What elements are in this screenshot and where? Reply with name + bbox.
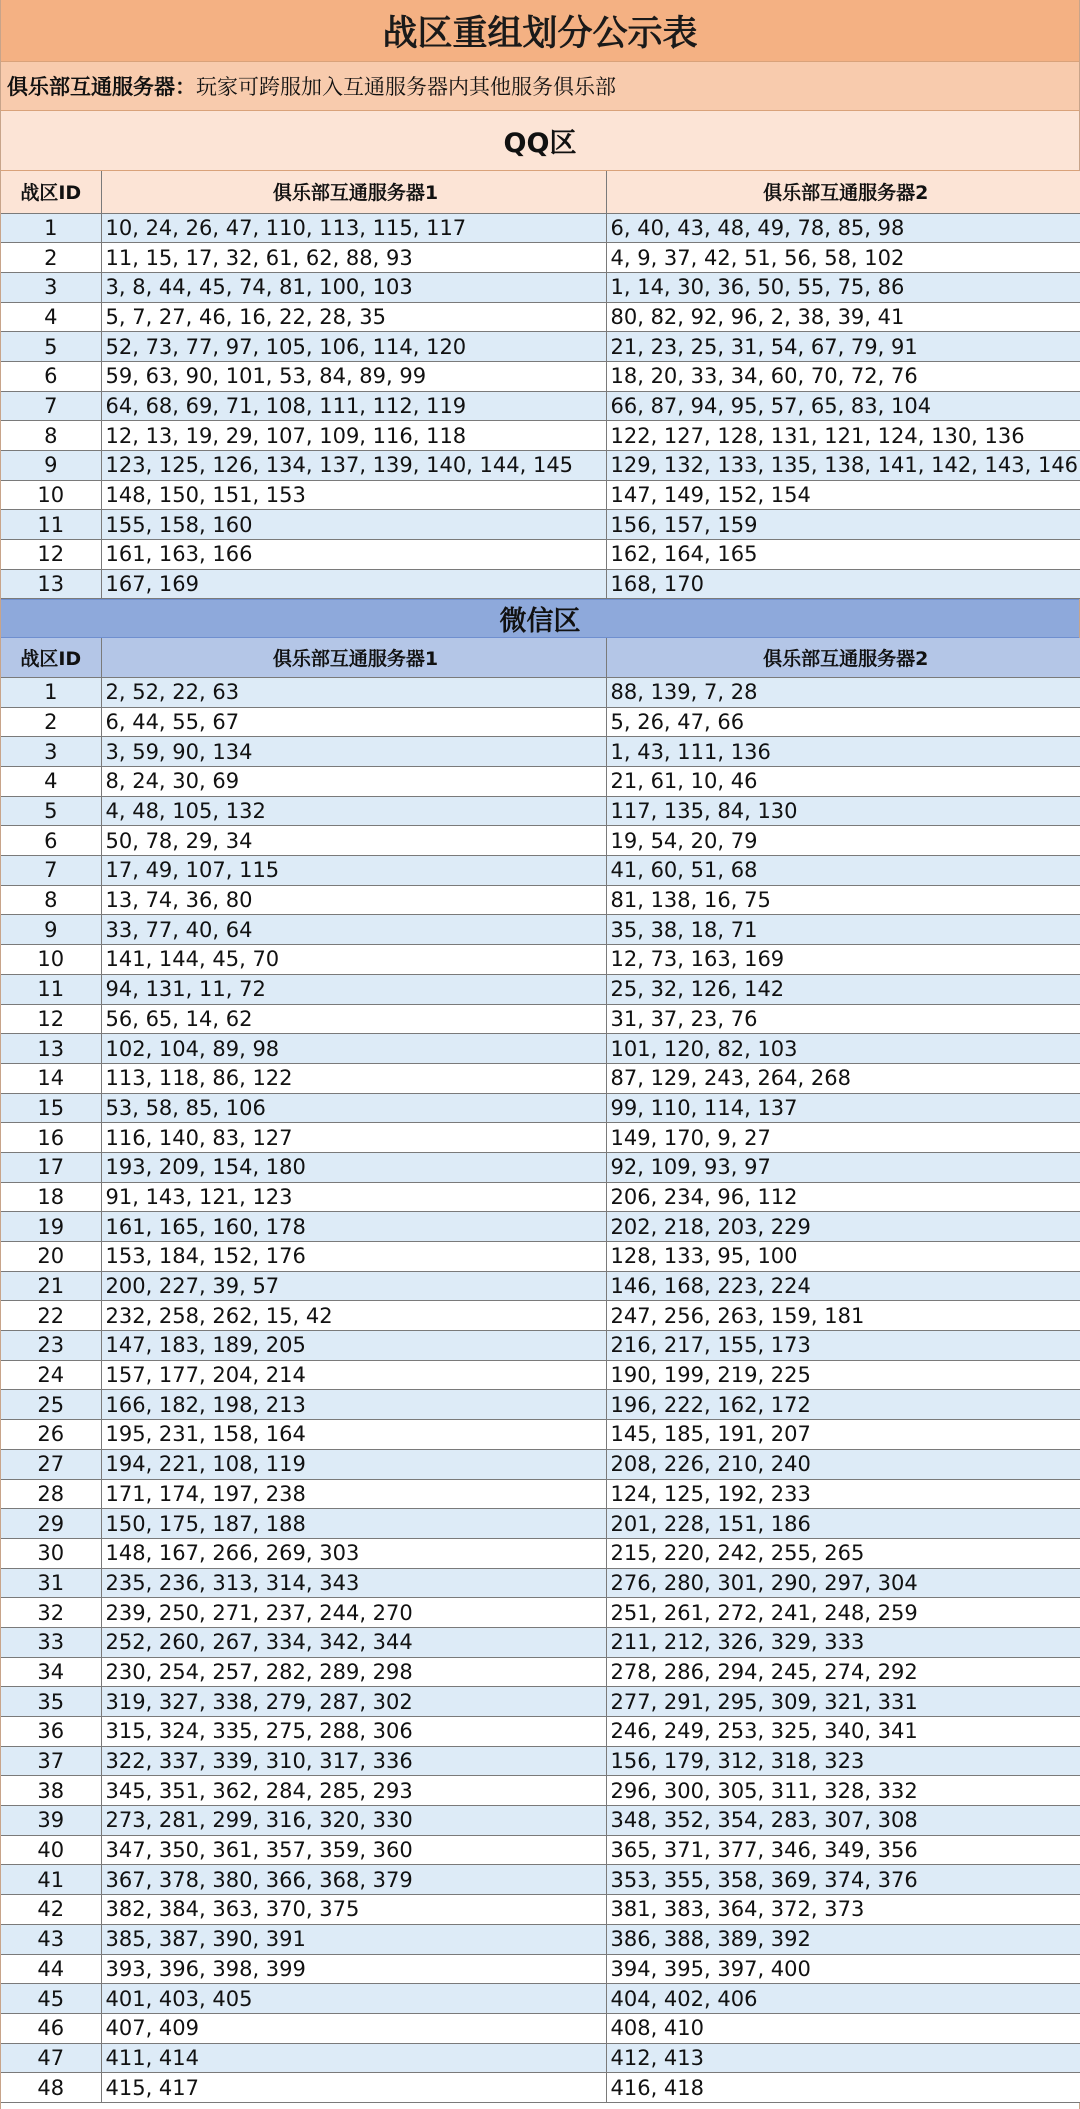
server-2-cell: 129, 132, 133, 135, 138, 141, 142, 143, 146 [606, 451, 1080, 481]
table-row [1, 421, 1080, 451]
server-2-cell: 196, 222, 162, 172 [606, 1390, 1080, 1420]
table-row [1, 1182, 1080, 1212]
zone-id-cell: 12 [1, 1004, 101, 1034]
server-2-cell: 201, 228, 151, 186 [606, 1509, 1080, 1539]
server-2-cell: 278, 286, 294, 245, 274, 292 [606, 1657, 1080, 1687]
table-row [1, 510, 1080, 540]
table-row [1, 915, 1080, 945]
zone-id-cell: 20 [1, 1242, 101, 1272]
zone-id-cell: 14 [1, 1063, 101, 1093]
zone-id-cell: 40 [1, 1835, 101, 1865]
server-1-cell: 53, 58, 85, 106 [101, 1093, 606, 1123]
server-2-cell: 416, 418 [606, 2073, 1080, 2103]
table-row [1, 1420, 1080, 1450]
zone-id-cell: 48 [1, 2073, 101, 2103]
table-row [1, 243, 1080, 273]
zone-id-cell: 8 [1, 421, 101, 451]
table-row [1, 1509, 1080, 1539]
server-2-cell: 66, 87, 94, 95, 57, 65, 83, 104 [606, 391, 1080, 421]
server-2-cell: 80, 82, 92, 96, 2, 38, 39, 41 [606, 302, 1080, 332]
zone-id-cell: 13 [1, 569, 101, 599]
server-2-cell: 128, 133, 95, 100 [606, 1242, 1080, 1272]
table-row [1, 480, 1080, 510]
server-1-cell: 153, 184, 152, 176 [101, 1242, 606, 1272]
zone-id-cell: 23 [1, 1331, 101, 1361]
table-row [1, 1212, 1080, 1242]
zone-id-cell: 28 [1, 1479, 101, 1509]
server-2-cell: 122, 127, 128, 131, 121, 124, 130, 136 [606, 421, 1080, 451]
zone-id-cell: 39 [1, 1806, 101, 1836]
zone-id-cell: 7 [1, 391, 101, 421]
wechat-header-row [1, 638, 1080, 677]
wechat-section-title: 微信区 [1, 599, 1079, 638]
server-1-cell: 33, 77, 40, 64 [101, 915, 606, 945]
table-row [1, 1538, 1080, 1568]
zone-id-cell: 11 [1, 510, 101, 540]
server-1-cell: 56, 65, 14, 62 [101, 1004, 606, 1034]
server-1-cell: 113, 118, 86, 122 [101, 1063, 606, 1093]
table-row [1, 1063, 1080, 1093]
server-1-cell: 194, 221, 108, 119 [101, 1449, 606, 1479]
server-2-cell: 190, 199, 219, 225 [606, 1360, 1080, 1390]
table-row [1, 1835, 1080, 1865]
server-1-cell: 123, 125, 126, 134, 137, 139, 140, 144, 145 [101, 451, 606, 481]
table-row [1, 569, 1080, 599]
qq-section-title: QQ区 [1, 111, 1079, 171]
server-1-cell: 167, 169 [101, 569, 606, 599]
server-2-cell: 81, 138, 16, 75 [606, 885, 1080, 915]
table-row [1, 1242, 1080, 1272]
server-1-cell: 347, 350, 361, 357, 359, 360 [101, 1835, 606, 1865]
server-1-cell: 10, 24, 26, 47, 110, 113, 115, 117 [101, 213, 606, 243]
server-2-cell: 6, 40, 43, 48, 49, 78, 85, 98 [606, 213, 1080, 243]
zone-id-cell: 32 [1, 1598, 101, 1628]
zone-id-cell: 6 [1, 826, 101, 856]
server-2-cell: 251, 261, 272, 241, 248, 259 [606, 1598, 1080, 1628]
table-row [1, 677, 1080, 707]
server-1-cell: 102, 104, 89, 98 [101, 1034, 606, 1064]
table-row [1, 737, 1080, 767]
server-1-cell: 11, 15, 17, 32, 61, 62, 88, 93 [101, 243, 606, 273]
server-2-cell: 348, 352, 354, 283, 307, 308 [606, 1806, 1080, 1836]
table-row [1, 1123, 1080, 1153]
server-2-cell: 19, 54, 20, 79 [606, 826, 1080, 856]
zone-id-cell: 22 [1, 1301, 101, 1331]
zone-id-cell: 4 [1, 302, 101, 332]
server-1-cell: 147, 183, 189, 205 [101, 1331, 606, 1361]
server-2-cell: 149, 170, 9, 27 [606, 1123, 1080, 1153]
server-2-cell: 1, 14, 30, 36, 50, 55, 75, 86 [606, 272, 1080, 302]
table-row [1, 391, 1080, 421]
zone-id-cell: 17 [1, 1152, 101, 1182]
table-row [1, 1717, 1080, 1747]
zone-id-cell: 44 [1, 1954, 101, 1984]
zone-id-cell: 6 [1, 361, 101, 391]
server-2-cell: 5, 26, 47, 66 [606, 707, 1080, 737]
zone-id-cell: 38 [1, 1776, 101, 1806]
server-1-cell: 157, 177, 204, 214 [101, 1360, 606, 1390]
zone-id-cell: 11 [1, 974, 101, 1004]
table-row [1, 1895, 1080, 1925]
table-row [1, 1865, 1080, 1895]
zone-id-cell: 5 [1, 796, 101, 826]
table-row [1, 2043, 1080, 2073]
zone-id-cell: 34 [1, 1657, 101, 1687]
zone-id-cell: 31 [1, 1568, 101, 1598]
server-2-cell: 215, 220, 242, 255, 265 [606, 1538, 1080, 1568]
zone-id-cell: 3 [1, 272, 101, 302]
server-1-cell: 150, 175, 187, 188 [101, 1509, 606, 1539]
server-2-cell: 277, 291, 295, 309, 321, 331 [606, 1687, 1080, 1717]
table-row [1, 1479, 1080, 1509]
header-server-2: 俱乐部互通服务器2 [606, 171, 1080, 213]
server-2-cell: 25, 32, 126, 142 [606, 974, 1080, 1004]
server-1-cell: 367, 378, 380, 366, 368, 379 [101, 1865, 606, 1895]
table-row [1, 826, 1080, 856]
server-2-cell: 206, 234, 96, 112 [606, 1182, 1080, 1212]
table-row [1, 272, 1080, 302]
table-row [1, 332, 1080, 362]
server-1-cell: 64, 68, 69, 71, 108, 111, 112, 119 [101, 391, 606, 421]
table-row [1, 1271, 1080, 1301]
server-1-cell: 148, 167, 266, 269, 303 [101, 1538, 606, 1568]
server-2-cell: 246, 249, 253, 325, 340, 341 [606, 1717, 1080, 1747]
server-1-cell: 2, 52, 22, 63 [101, 677, 606, 707]
zone-id-cell: 33 [1, 1627, 101, 1657]
zone-id-cell: 9 [1, 915, 101, 945]
table-row [1, 1776, 1080, 1806]
table-row [1, 796, 1080, 826]
server-1-cell: 59, 63, 90, 101, 53, 84, 89, 99 [101, 361, 606, 391]
table-row [1, 1331, 1080, 1361]
table-row [1, 1924, 1080, 1954]
zone-id-cell: 45 [1, 1984, 101, 2014]
server-1-cell: 5, 7, 27, 46, 16, 22, 28, 35 [101, 302, 606, 332]
zone-id-cell: 2 [1, 707, 101, 737]
page-title: 战区重组划分公示表 [1, 0, 1079, 62]
zone-id-cell: 7 [1, 856, 101, 886]
server-2-cell: 208, 226, 210, 240 [606, 1449, 1080, 1479]
server-2-cell: 247, 256, 263, 159, 181 [606, 1301, 1080, 1331]
server-2-cell: 296, 300, 305, 311, 328, 332 [606, 1776, 1080, 1806]
server-2-cell: 35, 38, 18, 71 [606, 915, 1080, 945]
server-2-cell: 124, 125, 192, 233 [606, 1479, 1080, 1509]
table-row [1, 2013, 1080, 2043]
table-row [1, 1687, 1080, 1717]
zone-id-cell: 18 [1, 1182, 101, 1212]
server-1-cell: 13, 74, 36, 80 [101, 885, 606, 915]
server-2-cell: 216, 217, 155, 173 [606, 1331, 1080, 1361]
server-1-cell: 6, 44, 55, 67 [101, 707, 606, 737]
server-1-cell: 385, 387, 390, 391 [101, 1924, 606, 1954]
table-row [1, 1301, 1080, 1331]
server-2-cell: 156, 157, 159 [606, 510, 1080, 540]
server-2-cell: 147, 149, 152, 154 [606, 480, 1080, 510]
zone-id-cell: 35 [1, 1687, 101, 1717]
server-1-cell: 91, 143, 121, 123 [101, 1182, 606, 1212]
server-2-cell: 365, 371, 377, 346, 349, 356 [606, 1835, 1080, 1865]
server-1-cell: 319, 327, 338, 279, 287, 302 [101, 1687, 606, 1717]
zone-id-cell: 42 [1, 1895, 101, 1925]
server-2-cell: 353, 355, 358, 369, 374, 376 [606, 1865, 1080, 1895]
zone-id-cell: 43 [1, 1924, 101, 1954]
server-2-cell: 168, 170 [606, 569, 1080, 599]
server-2-cell: 117, 135, 84, 130 [606, 796, 1080, 826]
server-2-cell: 101, 120, 82, 103 [606, 1034, 1080, 1064]
zone-id-cell: 5 [1, 332, 101, 362]
qq-header-row [1, 171, 1080, 213]
server-1-cell: 116, 140, 83, 127 [101, 1123, 606, 1153]
server-2-cell: 276, 280, 301, 290, 297, 304 [606, 1568, 1080, 1598]
table-row [1, 1984, 1080, 2014]
server-1-cell: 3, 8, 44, 45, 74, 81, 100, 103 [101, 272, 606, 302]
zone-id-cell: 1 [1, 213, 101, 243]
server-2-cell: 162, 164, 165 [606, 540, 1080, 570]
table-row [1, 707, 1080, 737]
header-zone-id: 战区ID [1, 171, 101, 213]
zone-id-cell: 9 [1, 451, 101, 481]
header-server-1: 俱乐部互通服务器1 [101, 638, 606, 677]
zone-id-cell: 8 [1, 885, 101, 915]
zone-id-cell: 36 [1, 1717, 101, 1747]
server-1-cell: 161, 165, 160, 178 [101, 1212, 606, 1242]
server-1-cell: 148, 150, 151, 153 [101, 480, 606, 510]
server-1-cell: 252, 260, 267, 334, 342, 344 [101, 1627, 606, 1657]
server-1-cell: 52, 73, 77, 97, 105, 106, 114, 120 [101, 332, 606, 362]
zone-id-cell: 10 [1, 945, 101, 975]
server-1-cell: 411, 414 [101, 2043, 606, 2073]
server-2-cell: 156, 179, 312, 318, 323 [606, 1746, 1080, 1776]
server-2-cell: 146, 168, 223, 224 [606, 1271, 1080, 1301]
server-1-cell: 230, 254, 257, 282, 289, 298 [101, 1657, 606, 1687]
zone-id-cell: 4 [1, 767, 101, 797]
server-2-cell: 202, 218, 203, 229 [606, 1212, 1080, 1242]
qq-table [1, 171, 1080, 599]
zone-id-cell: 3 [1, 737, 101, 767]
server-1-cell: 393, 396, 398, 399 [101, 1954, 606, 1984]
zone-id-cell: 10 [1, 480, 101, 510]
table-row [1, 1806, 1080, 1836]
server-1-cell: 345, 351, 362, 284, 285, 293 [101, 1776, 606, 1806]
table-row [1, 540, 1080, 570]
server-1-cell: 322, 337, 339, 310, 317, 336 [101, 1746, 606, 1776]
table-row [1, 1034, 1080, 1064]
server-1-cell: 141, 144, 45, 70 [101, 945, 606, 975]
server-2-cell: 211, 212, 326, 329, 333 [606, 1627, 1080, 1657]
zone-id-cell: 19 [1, 1212, 101, 1242]
server-2-cell: 92, 109, 93, 97 [606, 1152, 1080, 1182]
server-1-cell: 166, 182, 198, 213 [101, 1390, 606, 1420]
server-1-cell: 94, 131, 11, 72 [101, 974, 606, 1004]
zone-id-cell: 37 [1, 1746, 101, 1776]
server-2-cell: 21, 23, 25, 31, 54, 67, 79, 91 [606, 332, 1080, 362]
table-row [1, 2073, 1080, 2103]
table-row [1, 856, 1080, 886]
server-1-cell: 171, 174, 197, 238 [101, 1479, 606, 1509]
header-server-2: 俱乐部互通服务器2 [606, 638, 1080, 677]
table-row [1, 302, 1080, 332]
zone-id-cell: 15 [1, 1093, 101, 1123]
table-row [1, 767, 1080, 797]
server-1-cell: 315, 324, 335, 275, 288, 306 [101, 1717, 606, 1747]
zone-id-cell: 25 [1, 1390, 101, 1420]
zone-id-cell: 47 [1, 2043, 101, 2073]
server-1-cell: 382, 384, 363, 370, 375 [101, 1895, 606, 1925]
zone-id-cell: 1 [1, 677, 101, 707]
server-1-cell: 235, 236, 313, 314, 343 [101, 1568, 606, 1598]
table-row [1, 1093, 1080, 1123]
table-row [1, 1568, 1080, 1598]
zone-id-cell: 24 [1, 1360, 101, 1390]
server-2-cell: 394, 395, 397, 400 [606, 1954, 1080, 1984]
table-row [1, 1004, 1080, 1034]
server-1-cell: 50, 78, 29, 34 [101, 826, 606, 856]
server-1-cell: 401, 403, 405 [101, 1984, 606, 2014]
zone-id-cell: 27 [1, 1449, 101, 1479]
server-2-cell: 41, 60, 51, 68 [606, 856, 1080, 886]
server-2-cell: 386, 388, 389, 392 [606, 1924, 1080, 1954]
server-1-cell: 415, 417 [101, 2073, 606, 2103]
server-2-cell: 31, 37, 23, 76 [606, 1004, 1080, 1034]
server-2-cell: 87, 129, 243, 264, 268 [606, 1063, 1080, 1093]
table-row [1, 1449, 1080, 1479]
server-1-cell: 161, 163, 166 [101, 540, 606, 570]
server-2-cell: 21, 61, 10, 46 [606, 767, 1080, 797]
server-2-cell: 408, 410 [606, 2013, 1080, 2043]
server-2-cell: 18, 20, 33, 34, 60, 70, 72, 76 [606, 361, 1080, 391]
server-1-cell: 12, 13, 19, 29, 107, 109, 116, 118 [101, 421, 606, 451]
server-1-cell: 8, 24, 30, 69 [101, 767, 606, 797]
server-1-cell: 239, 250, 271, 237, 244, 270 [101, 1598, 606, 1628]
zone-id-cell: 29 [1, 1509, 101, 1539]
table-row [1, 213, 1080, 243]
note-label: 俱乐部互通服务器： [7, 75, 196, 99]
header-server-1: 俱乐部互通服务器1 [101, 171, 606, 213]
server-1-cell: 17, 49, 107, 115 [101, 856, 606, 886]
table-row [1, 1657, 1080, 1687]
table-row [1, 974, 1080, 1004]
header-zone-id: 战区ID [1, 638, 101, 677]
server-1-cell: 232, 258, 262, 15, 42 [101, 1301, 606, 1331]
table-row [1, 1390, 1080, 1420]
server-2-cell: 412, 413 [606, 2043, 1080, 2073]
zone-id-cell: 46 [1, 2013, 101, 2043]
zone-id-cell: 41 [1, 1865, 101, 1895]
zone-id-cell: 30 [1, 1538, 101, 1568]
zone-id-cell: 12 [1, 540, 101, 570]
server-2-cell: 404, 402, 406 [606, 1984, 1080, 2014]
zone-id-cell: 16 [1, 1123, 101, 1153]
table-row [1, 1152, 1080, 1182]
server-1-cell: 200, 227, 39, 57 [101, 1271, 606, 1301]
table-row [1, 1954, 1080, 1984]
zone-id-cell: 26 [1, 1420, 101, 1450]
zone-id-cell: 21 [1, 1271, 101, 1301]
server-1-cell: 407, 409 [101, 2013, 606, 2043]
table-row [1, 945, 1080, 975]
table-row [1, 1598, 1080, 1628]
server-2-cell: 145, 185, 191, 207 [606, 1420, 1080, 1450]
server-1-cell: 273, 281, 299, 316, 320, 330 [101, 1806, 606, 1836]
zone-id-cell: 13 [1, 1034, 101, 1064]
server-1-cell: 193, 209, 154, 180 [101, 1152, 606, 1182]
wechat-table [1, 638, 1080, 2103]
server-2-cell: 381, 383, 364, 372, 373 [606, 1895, 1080, 1925]
note-text: 玩家可跨服加入互通服务器内其他服务俱乐部 [196, 75, 616, 99]
server-2-cell: 99, 110, 114, 137 [606, 1093, 1080, 1123]
table-row [1, 1746, 1080, 1776]
table-row [1, 1360, 1080, 1390]
server-2-cell: 12, 73, 163, 169 [606, 945, 1080, 975]
server-1-cell: 3, 59, 90, 134 [101, 737, 606, 767]
zone-id-cell: 2 [1, 243, 101, 273]
server-1-cell: 195, 231, 158, 164 [101, 1420, 606, 1450]
table-row [1, 451, 1080, 481]
table-row [1, 361, 1080, 391]
note-row [1, 62, 1079, 111]
server-2-cell: 1, 43, 111, 136 [606, 737, 1080, 767]
table-row [1, 885, 1080, 915]
server-2-cell: 88, 139, 7, 28 [606, 677, 1080, 707]
server-1-cell: 155, 158, 160 [101, 510, 606, 540]
server-1-cell: 4, 48, 105, 132 [101, 796, 606, 826]
table-row [1, 1627, 1080, 1657]
server-2-cell: 4, 9, 37, 42, 51, 56, 58, 102 [606, 243, 1080, 273]
